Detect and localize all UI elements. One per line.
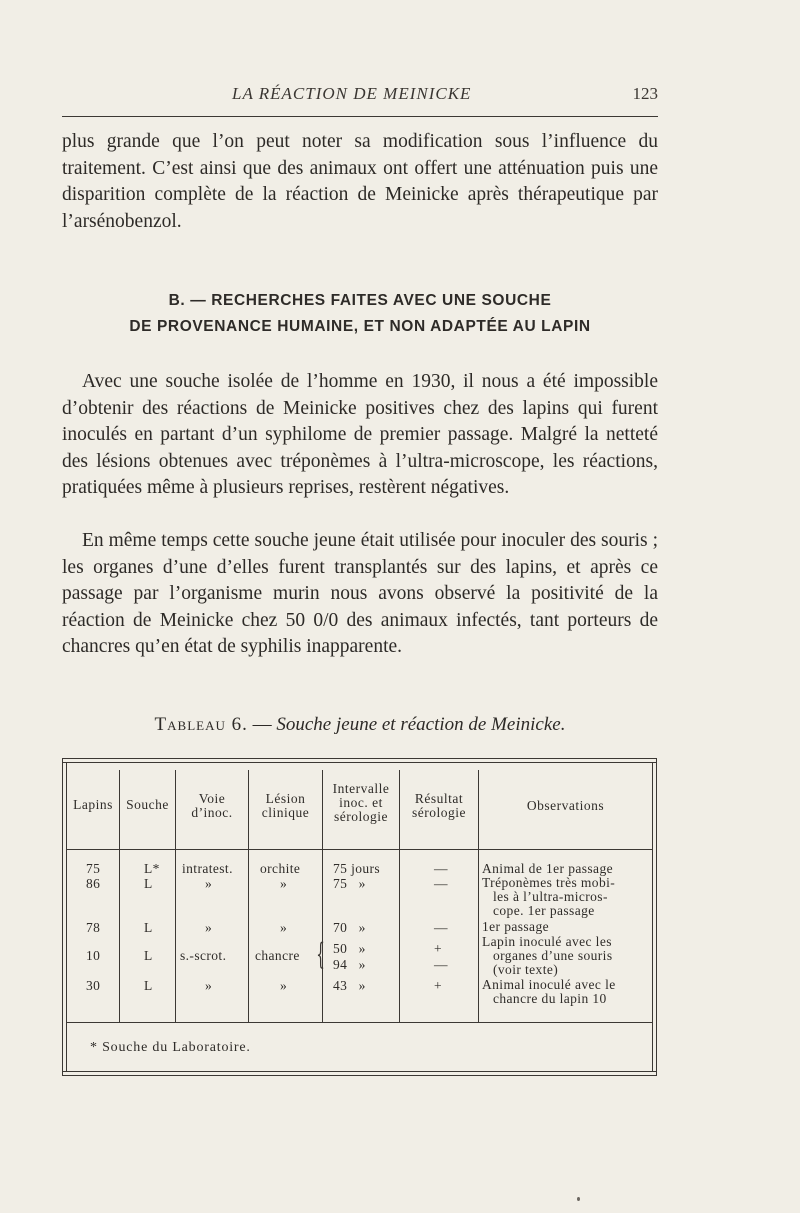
table-caption [62,714,658,736]
header-souche: Souche [126,797,169,812]
table-right-border [656,758,657,1076]
observation-line: les à l’ultra-micros- [493,889,608,904]
header-resultat-line1: Résultat [414,791,464,806]
cell-lesion: chancre [255,948,300,963]
header-voie [176,792,248,820]
header-rule [62,116,658,117]
header-voie-line1: Voie [198,791,226,806]
header-intervalle [323,782,399,824]
observation-line: 1er passage [482,919,549,934]
cell-souche: L [144,978,153,993]
cell-resultat: — [434,861,448,876]
table-footnote: * Souche du Laboratoire. [90,1040,251,1055]
cell-resultat: + [434,978,443,993]
table-left-border [62,758,63,1076]
paragraph-3: En même temps cette souche jeune était utilisée pour inoculer des souris ; les organes d’une d’elles furent transplantés sur des lapins, et après ce passage par l’organisme murin nous avons observé la positivité de la réaction de Meinicke chez 50 0/0 des animaux infectés, tant porteurs de chancres qu’en état de syphilis inapparente. [62,530,658,657]
cell-intervalle: 94 » [333,957,366,972]
observation-line: cope. 1er passage [493,903,595,918]
paragraph-1: plus grande que l’on peut noter sa modification sous l’influence du traitement. C’est ainsi que des animaux ont offert une atténuation puis une disparition complète de la réaction de Meinicke après thérapeutique par l’arsénobenzol. [62,131,658,232]
brace-symbol: { [316,937,325,972]
header-intervalle-line2: inoc. et [339,795,383,810]
cell-intervalle: 50 » [333,941,366,956]
cell-voie: » [205,920,213,935]
header-separator [66,849,652,850]
cell-lesion: » [280,978,288,993]
table-caption-dash: — [247,714,277,735]
observation-line: organes d’une souris [493,948,613,963]
table-left-border-inner [66,762,67,1071]
header-lesion [249,792,322,820]
header-intervalle-line1: Intervalle [332,781,390,796]
table-bottom-border-inner [62,1071,656,1072]
observation-line: Lapin inoculé avec les [482,934,612,949]
cell-voie: » [205,978,213,993]
cell-resultat: — [434,957,448,972]
header-intervalle-line3: sérologie [334,809,388,824]
cell-lapin: 78 [86,920,101,935]
header-lapins: Lapins [73,797,113,812]
cell-lapin: 30 [86,978,101,993]
header-lesion-line2: clinique [261,805,310,820]
section-heading-line-1: B. — RECHERCHES FAITES AVEC UNE SOUCHE [168,292,552,309]
cell-souche: L [144,920,153,935]
header-resultat-line2: sérologie [412,805,466,820]
cell-voie: s.-scrot. [180,948,227,963]
cell-voie: intratest. [182,861,233,876]
header-observations: Observations [526,798,605,813]
observation-line: (voir texte) [493,962,559,977]
cell-lesion: orchite [260,861,301,876]
cell-intervalle: 75 » [333,876,366,891]
table-right-border-inner [652,762,653,1071]
section-heading-line-2: DE PROVENANCE HUMAINE, ET NON ADAPTÉE AU LAPIN [129,318,591,335]
paper-speck [577,1197,580,1201]
table-caption-label: Tableau 6. [154,714,248,735]
cell-lesion: » [280,876,288,891]
observation-line: Tréponèmes très mobi- [482,875,616,890]
page-number: 123 [632,84,658,103]
table-top-border-inner [62,762,656,763]
cell-intervalle: 43 » [333,978,366,993]
cell-souche: L* [144,861,160,876]
paragraph-2: Avec une souche isolée de l’homme en 1930, il nous a été impossible d’obtenir des réactions de Meinicke positives chez des lapins qui furent inoculés en partant d’un syphilome de premier passage. Malgré la netteté des lésions obtenues avec tréponèmes à l’ultra-microscope, les réactions, pratiquées même à plusieurs reprises, restèrent négatives. [62,371,658,498]
cell-voie: » [205,876,213,891]
header-resultat [400,792,478,820]
table-bottom-border [62,1075,656,1076]
cell-intervalle: 75 jours [333,861,381,876]
cell-intervalle: 70 » [333,920,366,935]
cell-resultat: — [434,876,448,891]
header-lesion-line1: Lésion [265,791,306,806]
cell-souche: L [144,948,153,963]
observation-line: chancre du lapin 10 [493,991,607,1006]
cell-resultat: + [434,941,443,956]
observation-line: Animal inoculé avec le [482,977,616,992]
running-head [62,84,658,106]
cell-lapin: 75 [86,861,101,876]
data-table [62,758,656,1076]
cell-lesion: » [280,920,288,935]
cell-resultat: — [434,920,448,935]
running-title: LA RÉACTION DE MEINICKE [232,84,472,103]
table-top-border [62,758,656,759]
cell-lapin: 10 [86,948,101,963]
section-heading [62,288,658,340]
cell-souche: L [144,876,153,891]
observation-line: Animal de 1er passage [482,861,613,876]
header-voie-line2: d’inoc. [191,805,233,820]
table-caption-text: Souche jeune et réaction de Meinicke. [276,714,566,735]
cell-lapin: 86 [86,876,101,891]
footnote-separator [66,1022,652,1023]
